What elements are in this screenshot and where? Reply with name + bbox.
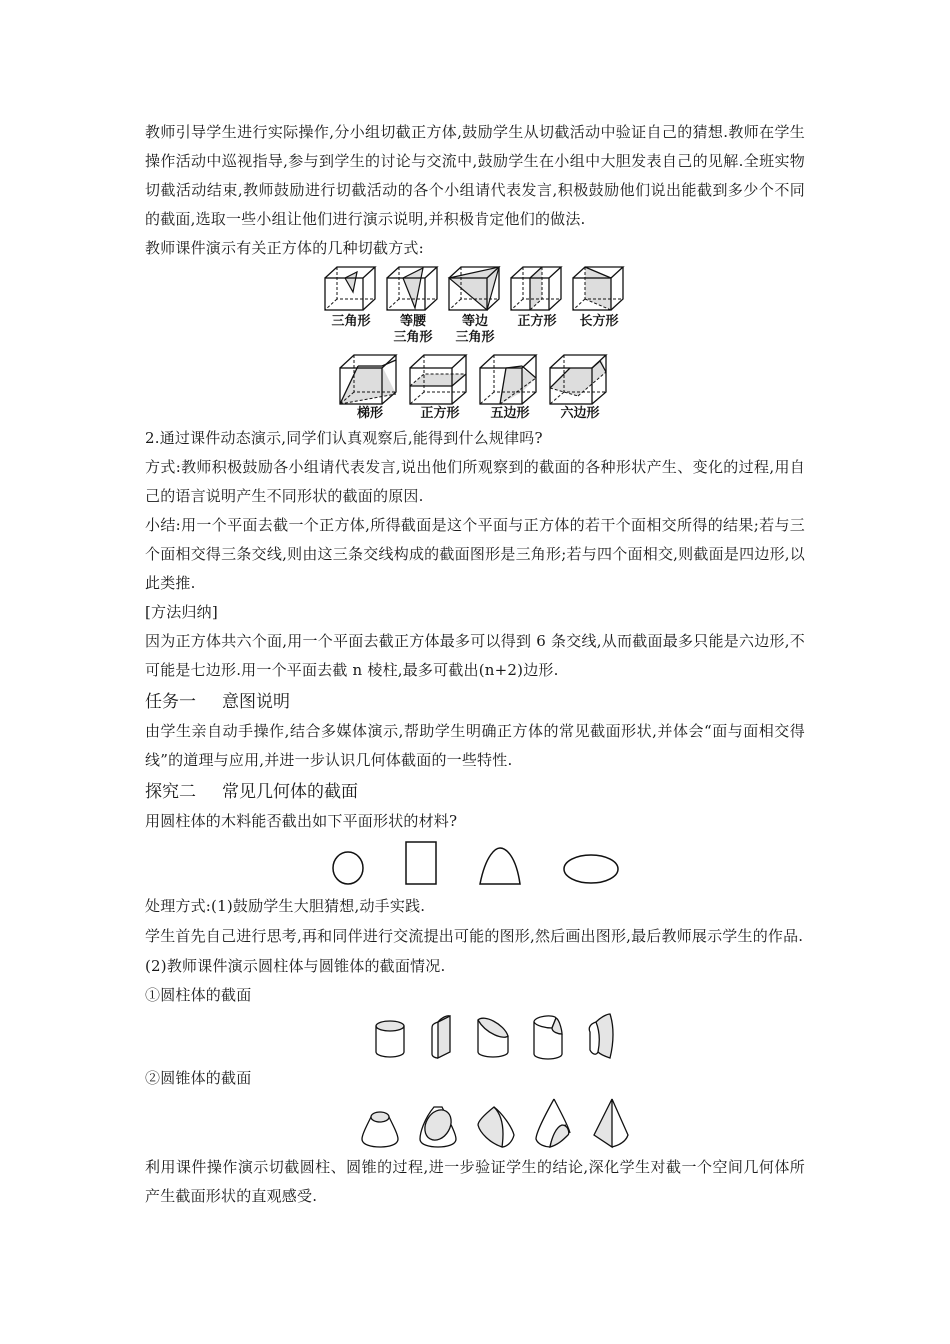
method-summary-text: 因为正方体共六个面,用一个平面去截正方体最多可以得到 6 条交线,从而截面最多只能是六边形,不可能是七边形.用一个平面去截 n 棱柱,最多可截出(n+2)边形. (145, 632, 805, 679)
cube-isosceles-section-icon (385, 264, 441, 314)
cone-parabola-cut-icon (476, 1103, 516, 1149)
closing-paragraph: 利用课件操作演示切截圆柱、圆锥的过程,进一步验证学生的结论,深化学生对截一个空间几何体所产生截面形状的直观感受. (145, 1158, 805, 1205)
method-paragraph: 方式:教师积极鼓励各小组请代表发言,说出他们所观察到的截面的各种形状产生、变化的过程,用自己的语言说明产生不同形状的截面的原因. (145, 458, 805, 505)
cube-label-line2: 三角形 (393, 330, 433, 345)
cube-label-line2: 三角形 (455, 330, 495, 345)
cone-caption: ②圆锥体的截面 (145, 1069, 252, 1087)
cube-label: 长方形 (579, 314, 619, 329)
cube-label: 六边形 (560, 406, 600, 421)
question-2: 2.通过课件动态演示,同学们认真观察后,能得到什么规律吗? (145, 429, 543, 447)
cylinder-sections-figure (185, 1012, 805, 1060)
cube-square-section-icon (509, 264, 565, 314)
explore2-question: 用圆柱体的木料能否截出如下平面形状的材料? (145, 812, 458, 830)
cylinder-partial-cut-icon (532, 1014, 564, 1060)
cube-figure-trapezoid (338, 352, 402, 422)
task1-text: 由学生亲自动手操作,结合多媒体演示,帮助学生明确正方体的常见截面形状,并体会“面与面相交得线”的道理与应用,并进一步认识几何体截面的一些特性. (145, 722, 805, 769)
cube-label: 梯形 (356, 406, 383, 421)
cube-label: 正方形 (420, 406, 460, 421)
handling-2: (2)教师课件演示圆柱体与圆锥体的截面情况. (145, 957, 446, 975)
arch-shape-icon (476, 846, 524, 886)
cylinder-curved-cut-icon (586, 1012, 616, 1060)
cube-figure-rectangle (571, 264, 627, 346)
handling-1-detail: 学生首先自己进行思考,再和同伴进行交流提出可能的图形,然后画出图形,最后教师展示学生的作品. (145, 927, 804, 945)
cylinder-caption: ①圆柱体的截面 (145, 986, 252, 1004)
method-summary-heading: [方法归纳] (145, 603, 218, 621)
cube-label: 等边 (461, 314, 488, 329)
cube-label: 等腰 (399, 314, 426, 329)
cube-equilateral-section-icon (447, 264, 503, 314)
cube-figure-equilateral-triangle (447, 264, 503, 346)
document-page (145, 118, 805, 1211)
cube-figure-square-horizontal (408, 352, 472, 422)
cube-trapezoid-section-icon (338, 352, 402, 406)
cube-pentagon-section-icon (478, 352, 542, 406)
cube-rectangle-section-icon (571, 264, 627, 314)
cone-hyperbola-cut-icon (534, 1097, 574, 1149)
rectangle-shape-icon (404, 840, 438, 886)
cube-square-horizontal-icon (408, 352, 472, 406)
cube-triangle-section-icon (323, 264, 379, 314)
cube-figure-square (509, 264, 565, 346)
circle-shape-icon (330, 850, 366, 886)
task1-heading (145, 687, 805, 717)
task1-label: 任务一 (145, 692, 196, 712)
task1-title: 意图说明 (222, 692, 290, 712)
ellipse-shape-icon (562, 852, 620, 886)
cube-figure-isosceles-triangle (385, 264, 441, 346)
cone-sections-figure (185, 1097, 805, 1149)
cylinder-horizontal-cut-icon (374, 1018, 406, 1060)
explore2-heading (145, 777, 805, 807)
cube-figures-row-2 (145, 352, 805, 422)
cube-label: 五边形 (490, 406, 530, 421)
handling-1: 处理方式:(1)鼓励学生大胆猜想,动手实践. (145, 897, 426, 915)
intro-paragraph: 教师引导学生进行实际操作,分小组切截正方体,鼓励学生从切截活动中验证自己的猜想.教师在学生操作活动中巡视指导,参与到学生的讨论与交流中,鼓励学生在小组中大胆发表自己的见解.全班实物切截活动结束,教师鼓励进行切截活动的各个小组请代表发言,积极鼓励他们说出能截到多少个不同的截面,选取一些小组让他们进行演示说明,并积极肯定他们的做法. (145, 123, 805, 228)
cube-figures-row-1 (145, 264, 805, 346)
cone-triangle-cut-icon (592, 1097, 630, 1149)
cube-label: 三角形 (331, 314, 371, 329)
cube-figure-hexagon (548, 352, 612, 422)
plane-shapes-figure (145, 840, 805, 886)
summary-paragraph: 小结:用一个平面去截一个正方体,所得截面是这个平面与正方体的若干个面相交所得的结果;若与三个面相交得三条交线,则由这三条交线构成的截面图形是三角形;若与四个面相交,则截面是四边形,以此类推. (145, 516, 805, 592)
explore2-title: 常见几何体的截面 (222, 782, 358, 802)
cube-figure-pentagon (478, 352, 542, 422)
courseware-intro: 教师课件演示有关正方体的几种切截方式: (145, 239, 424, 257)
cube-hexagon-section-icon (548, 352, 612, 406)
cube-label: 正方形 (517, 314, 557, 329)
cylinder-oblique-cut-icon (476, 1014, 510, 1060)
explore2-label: 探究二 (145, 782, 196, 802)
cone-frustum-cut-icon (360, 1109, 400, 1149)
cube-figure-triangle (323, 264, 379, 346)
cone-ellipse-cut-icon (418, 1105, 458, 1149)
cylinder-vertical-cut-icon (428, 1014, 454, 1060)
